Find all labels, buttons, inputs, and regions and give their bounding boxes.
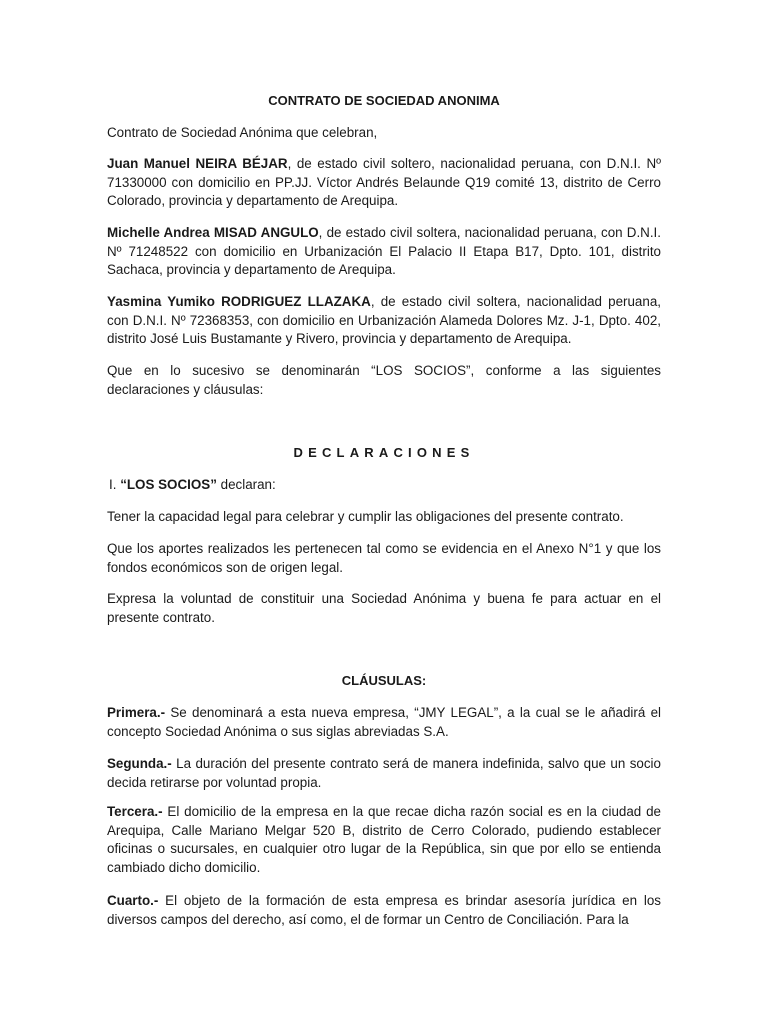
clause-paragraph — [107, 803, 661, 877]
declaration-paragraph: Expresa la voluntad de constituir una Sociedad Anónima y buena fe para actuar en el presente contrato. — [107, 591, 661, 625]
clause-label: Tercera.- — [107, 804, 163, 819]
clause-label: Cuarto.- — [107, 893, 159, 908]
clause-paragraph — [107, 892, 661, 929]
clause-text: Se denominará a esta nueva empresa, “JMY LEGAL”, a la cual se le añadirá el concepto Sociedad Anónima o sus siglas abreviadas S.A. — [107, 705, 661, 739]
declaration-verb: declaran: — [216, 477, 276, 492]
document-title: CONTRATO DE SOCIEDAD ANONIMA — [268, 93, 500, 108]
declaration-paragraph: Que los aportes realizados les pertenecen tal como se evidencia en el Anexo N°1 y que los fondos económicos son de origen legal. — [107, 541, 661, 575]
party-paragraph — [107, 224, 661, 280]
party-name: Yasmina Yumiko RODRIGUEZ LLAZAKA — [107, 294, 371, 309]
declaration-paragraph: Tener la capacidad legal para celebrar y cumplir las obligaciones del presente contrato. — [107, 509, 624, 524]
party-details: , de estado civil soltero, nacionalidad peruana, con D.N.I. Nº 71330000 con domicilio en PP.JJ. Víctor Andrés Belaunde Q19 comité 13, distrito de Cerro Colorado, provincia y departamento de Arequipa. — [107, 156, 661, 209]
party-paragraph — [107, 155, 661, 211]
denomination-paragraph: Que en lo sucesivo se denominarán “LOS SOCIOS”, conforme a las siguientes declaraciones y cláusulas: — [107, 363, 661, 397]
intro-paragraph: Contrato de Sociedad Anónima que celebran, — [107, 125, 378, 140]
party-details: , de estado civil soltera, nacionalidad peruana, con D.N.I. Nº 72368353, con domicilio en Urbanización Alameda Dolores Mz. J-1, Dpto. 402, distrito José Luis Bustamante y Rivero, provincia y departamento de Arequipa. — [107, 294, 661, 347]
clause-text: La duración del presente contrato será de manera indefinida, salvo que un socio decida retirarse por voluntad propia. — [107, 756, 661, 790]
party-name: Michelle Andrea MISAD ANGULO — [107, 225, 319, 240]
declaration-item — [107, 476, 661, 495]
declarations-heading: DECLARACIONES — [293, 445, 475, 460]
clause-paragraph — [107, 704, 661, 741]
declaration-number: I. — [109, 477, 117, 492]
party-paragraph — [107, 293, 661, 349]
clause-text: El domicilio de la empresa en la que recae dicha razón social es en la ciudad de Arequipa, Calle Mariano Melgar 520 B, distrito de Cerro Colorado, pudiendo establecer oficinas o sucursales, en cualquier otro lugar de la República, sin que por ello se entienda cambiado dicho domicilio. — [107, 804, 661, 875]
clause-text: El objeto de la formación de esta empresa es brindar asesoría jurídica en los diversos campos del derecho, así como, el de formar un Centro de Conciliación. Para la — [107, 893, 661, 927]
declaration-subject: “LOS SOCIOS” — [120, 477, 217, 492]
clause-label: Segunda.- — [107, 756, 172, 771]
clause-label: Primera.- — [107, 705, 166, 720]
clauses-heading: CLÁUSULAS: — [341, 673, 427, 688]
clause-paragraph — [107, 755, 661, 792]
party-name: Juan Manuel NEIRA BÉJAR — [107, 156, 288, 171]
party-details: , de estado civil soltera, nacionalidad peruana, con D.N.I. Nº 71248522 con domicilio en Urbanización El Palacio II Etapa B17, Dpto. 101, distrito Sachaca, provincia y departamento de Arequipa. — [107, 225, 661, 278]
